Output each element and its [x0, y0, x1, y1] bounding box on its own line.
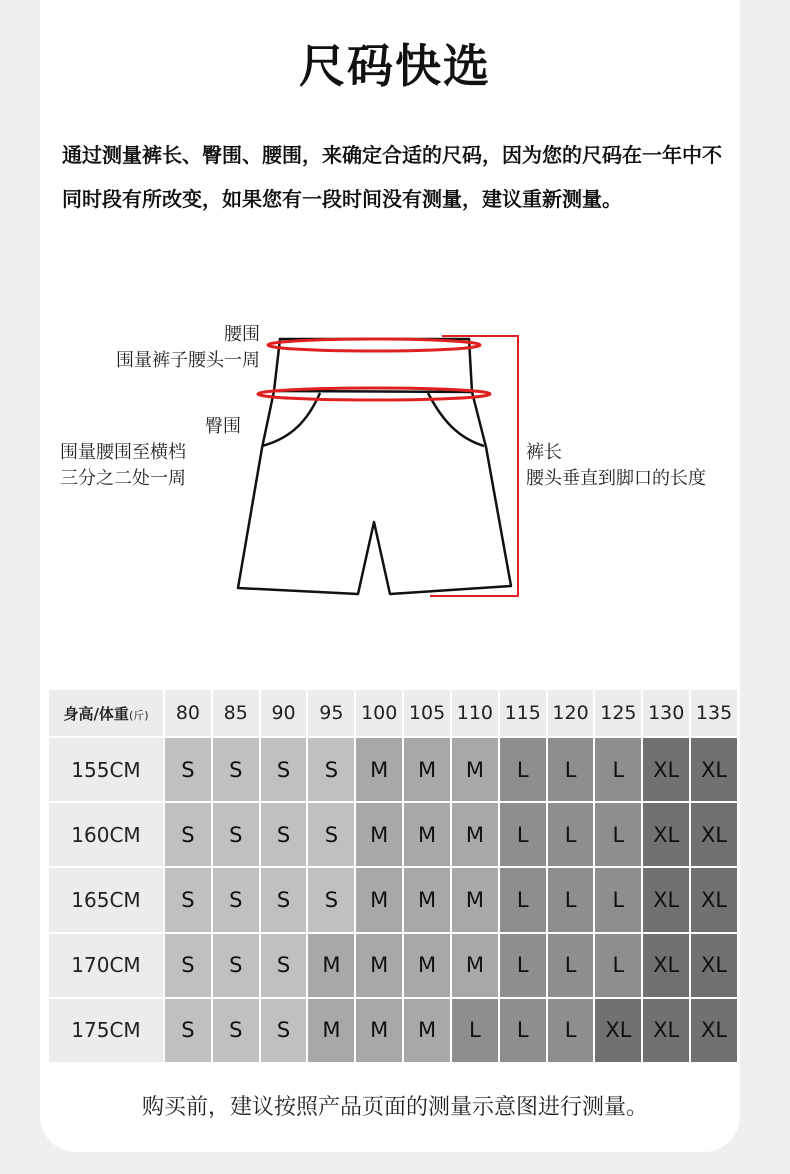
size-cell: M [355, 802, 403, 867]
size-cell: S [164, 737, 212, 802]
length-label [526, 440, 706, 492]
size-cell: S [307, 737, 355, 802]
size-cell: M [355, 933, 403, 998]
size-cell: M [451, 933, 499, 998]
size-cell: L [594, 933, 642, 998]
weight-header: 85 [212, 689, 260, 737]
size-cell: XL [642, 802, 690, 867]
table-row [48, 998, 738, 1063]
size-cell: M [403, 802, 451, 867]
table-corner-header [48, 689, 164, 737]
size-cell: XL [642, 933, 690, 998]
size-cell: XL [690, 737, 738, 802]
size-cell: L [594, 867, 642, 932]
size-cell: XL [690, 933, 738, 998]
size-cell: XL [690, 867, 738, 932]
size-chart-table [47, 688, 739, 1064]
size-cell: S [164, 867, 212, 932]
size-cell: M [355, 998, 403, 1063]
size-cell: XL [642, 737, 690, 802]
size-cell: S [260, 737, 308, 802]
length-desc: 腰头垂直到脚口的长度 [526, 468, 706, 489]
hip-measure-line [258, 388, 490, 400]
table-row [48, 737, 738, 802]
size-cell: XL [594, 998, 642, 1063]
height-header: 160CM [48, 802, 164, 867]
weight-header: 135 [690, 689, 738, 737]
footer-note: 购买前，建议按照产品页面的测量示意图进行测量。 [141, 1095, 648, 1120]
size-cell: L [499, 737, 547, 802]
waist-title: 腰围 [224, 324, 260, 345]
size-cell: M [403, 867, 451, 932]
height-header: 155CM [48, 737, 164, 802]
weight-header: 80 [164, 689, 212, 737]
hip-desc-2: 三分之二处一周 [60, 468, 186, 489]
size-cell: S [260, 867, 308, 932]
weight-header: 125 [594, 689, 642, 737]
size-cell: S [164, 998, 212, 1063]
size-cell: XL [642, 998, 690, 1063]
size-cell: L [451, 998, 499, 1063]
size-cell: L [499, 998, 547, 1063]
size-cell: S [212, 867, 260, 932]
size-cell: S [212, 802, 260, 867]
weight-header: 115 [499, 689, 547, 737]
size-cell: L [499, 802, 547, 867]
weight-header: 110 [451, 689, 499, 737]
size-cell: L [547, 933, 595, 998]
weight-header-row [48, 689, 738, 737]
size-cell: S [164, 802, 212, 867]
intro-paragraph: 通过测量裤长、臀围、腰围，来确定合适的尺码，因为您的尺码在一年中不同时段有所改变，如果您有一段时间没有测量，建议重新测量。 [62, 143, 722, 211]
page-title: 尺码快选 [299, 39, 491, 93]
height-header: 170CM [48, 933, 164, 998]
weight-header: 90 [260, 689, 308, 737]
weight-header: 130 [642, 689, 690, 737]
size-cell: S [212, 998, 260, 1063]
weight-header: 105 [403, 689, 451, 737]
size-cell: S [307, 867, 355, 932]
size-cell: XL [642, 867, 690, 932]
shorts-waistband [274, 339, 472, 392]
size-cell: L [499, 867, 547, 932]
size-cell: M [307, 933, 355, 998]
hip-label [60, 414, 241, 492]
size-cell: L [499, 933, 547, 998]
size-cell: XL [690, 802, 738, 867]
waist-label [60, 322, 260, 374]
waist-desc: 围量裤子腰头一周 [116, 350, 260, 371]
table-row [48, 867, 738, 932]
size-cell: M [403, 737, 451, 802]
size-cell: M [403, 933, 451, 998]
size-cell: L [547, 867, 595, 932]
height-header: 165CM [48, 867, 164, 932]
weight-header: 120 [547, 689, 595, 737]
table-row [48, 802, 738, 867]
weight-header: 95 [307, 689, 355, 737]
size-cell: S [212, 737, 260, 802]
size-cell: S [307, 802, 355, 867]
size-cell: S [260, 933, 308, 998]
right-pocket [428, 393, 484, 446]
height-header: 175CM [48, 998, 164, 1063]
size-cell: XL [690, 998, 738, 1063]
hip-title: 臀围 [205, 416, 241, 437]
waist-measure-line [268, 339, 480, 351]
size-cell: M [355, 737, 403, 802]
size-cell: M [451, 737, 499, 802]
corner-label: 身高/体重 [63, 704, 129, 723]
weight-header: 100 [355, 689, 403, 737]
size-cell: M [403, 998, 451, 1063]
size-cell: L [594, 802, 642, 867]
size-cell: M [355, 867, 403, 932]
size-cell: L [547, 998, 595, 1063]
shorts-body [238, 391, 511, 594]
size-cell: S [260, 802, 308, 867]
size-cell: S [212, 933, 260, 998]
measurement-diagram [0, 300, 790, 630]
length-title: 裤长 [526, 442, 562, 463]
size-cell: S [260, 998, 308, 1063]
size-cell: M [451, 867, 499, 932]
hip-desc-1: 围量腰围至横档 [60, 442, 186, 463]
corner-unit: (斤) [128, 708, 149, 722]
size-cell: M [307, 998, 355, 1063]
size-cell: S [164, 933, 212, 998]
size-cell: L [547, 737, 595, 802]
table-row [48, 933, 738, 998]
size-cell: M [451, 802, 499, 867]
size-cell: L [594, 737, 642, 802]
size-cell: L [547, 802, 595, 867]
